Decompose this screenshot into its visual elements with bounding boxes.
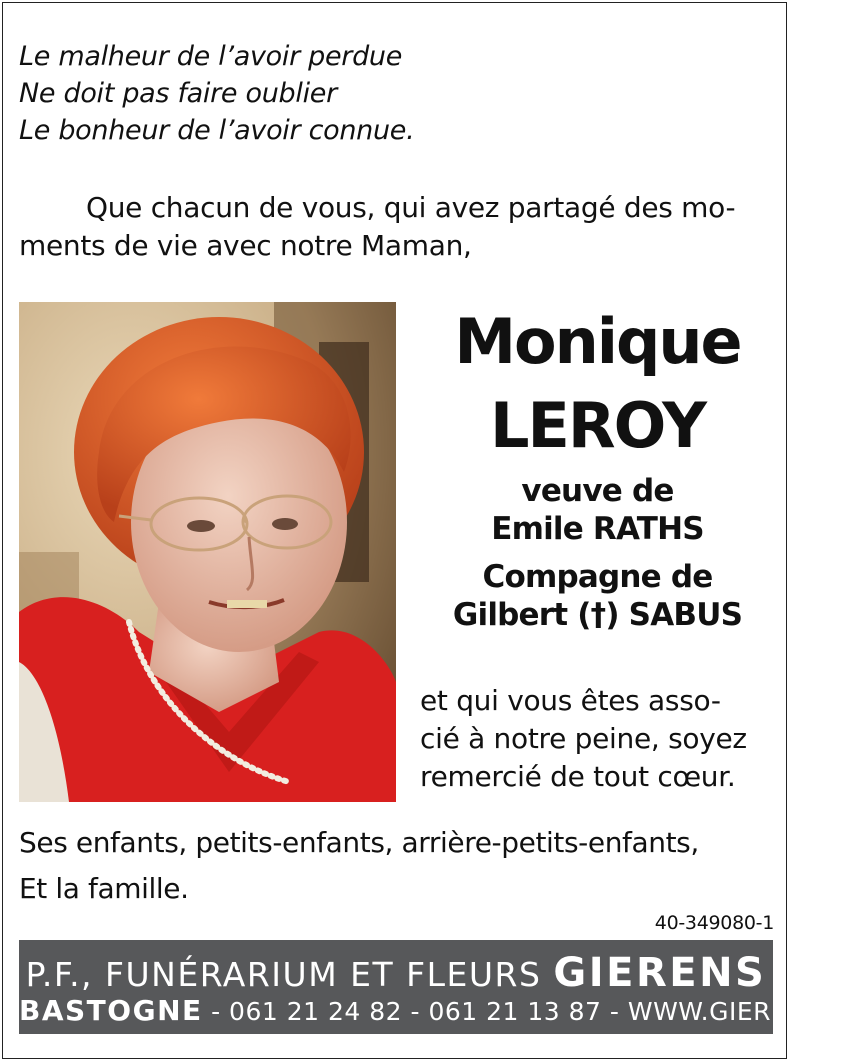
poem	[19, 38, 414, 149]
poem-line: Le malheur de l’avoir perdue	[19, 41, 403, 72]
intro-line: ments de vie avec notre Maman,	[19, 229, 472, 262]
banner-contact-line	[19, 994, 865, 1027]
intro-text	[19, 189, 771, 265]
spouse-name: Emile RATHS	[491, 511, 704, 547]
companion-of-label: Compagne de	[482, 559, 713, 595]
banner-contact: - 061 21 24 82 - 061 21 13 87 - WWW.GIERENS.BE	[211, 997, 865, 1026]
association-line: et qui vous êtes asso-	[420, 684, 721, 717]
association-text	[420, 682, 747, 796]
family-line: Ses enfants, petits-enfants, arrière-petits-enfants,	[19, 826, 699, 859]
family-line: Et la famille.	[19, 872, 189, 905]
family-signature	[19, 820, 699, 912]
deceased-name	[415, 300, 780, 468]
association-line: cié à notre peine, soyez	[420, 722, 747, 755]
association-line: remercié de tout cœur.	[420, 760, 736, 793]
last-name: LEROY	[490, 389, 705, 462]
banner-city: BASTOGNE	[19, 994, 203, 1027]
poem-line: Le bonheur de l’avoir connue.	[19, 115, 415, 146]
companion-name: Gilbert (†) SABUS	[452, 597, 743, 633]
banner-title	[19, 950, 773, 996]
funeral-home-banner	[19, 940, 865, 1034]
intro-line: Que chacun de vous, qui avez partagé des mo-	[86, 191, 736, 224]
banner-brand: GIERENS	[553, 950, 767, 996]
banner-prefix: P.F., FUNÉRARIUM ET FLEURS	[25, 955, 542, 994]
poem-line: Ne doit pas faire oublier	[19, 78, 337, 109]
widow-of-label: veuve de	[521, 473, 674, 509]
portrait-photo-icon	[19, 302, 396, 802]
first-name: Monique	[454, 305, 741, 378]
deceased-details	[415, 472, 780, 634]
reference-number: 40-349080-1	[654, 912, 774, 934]
